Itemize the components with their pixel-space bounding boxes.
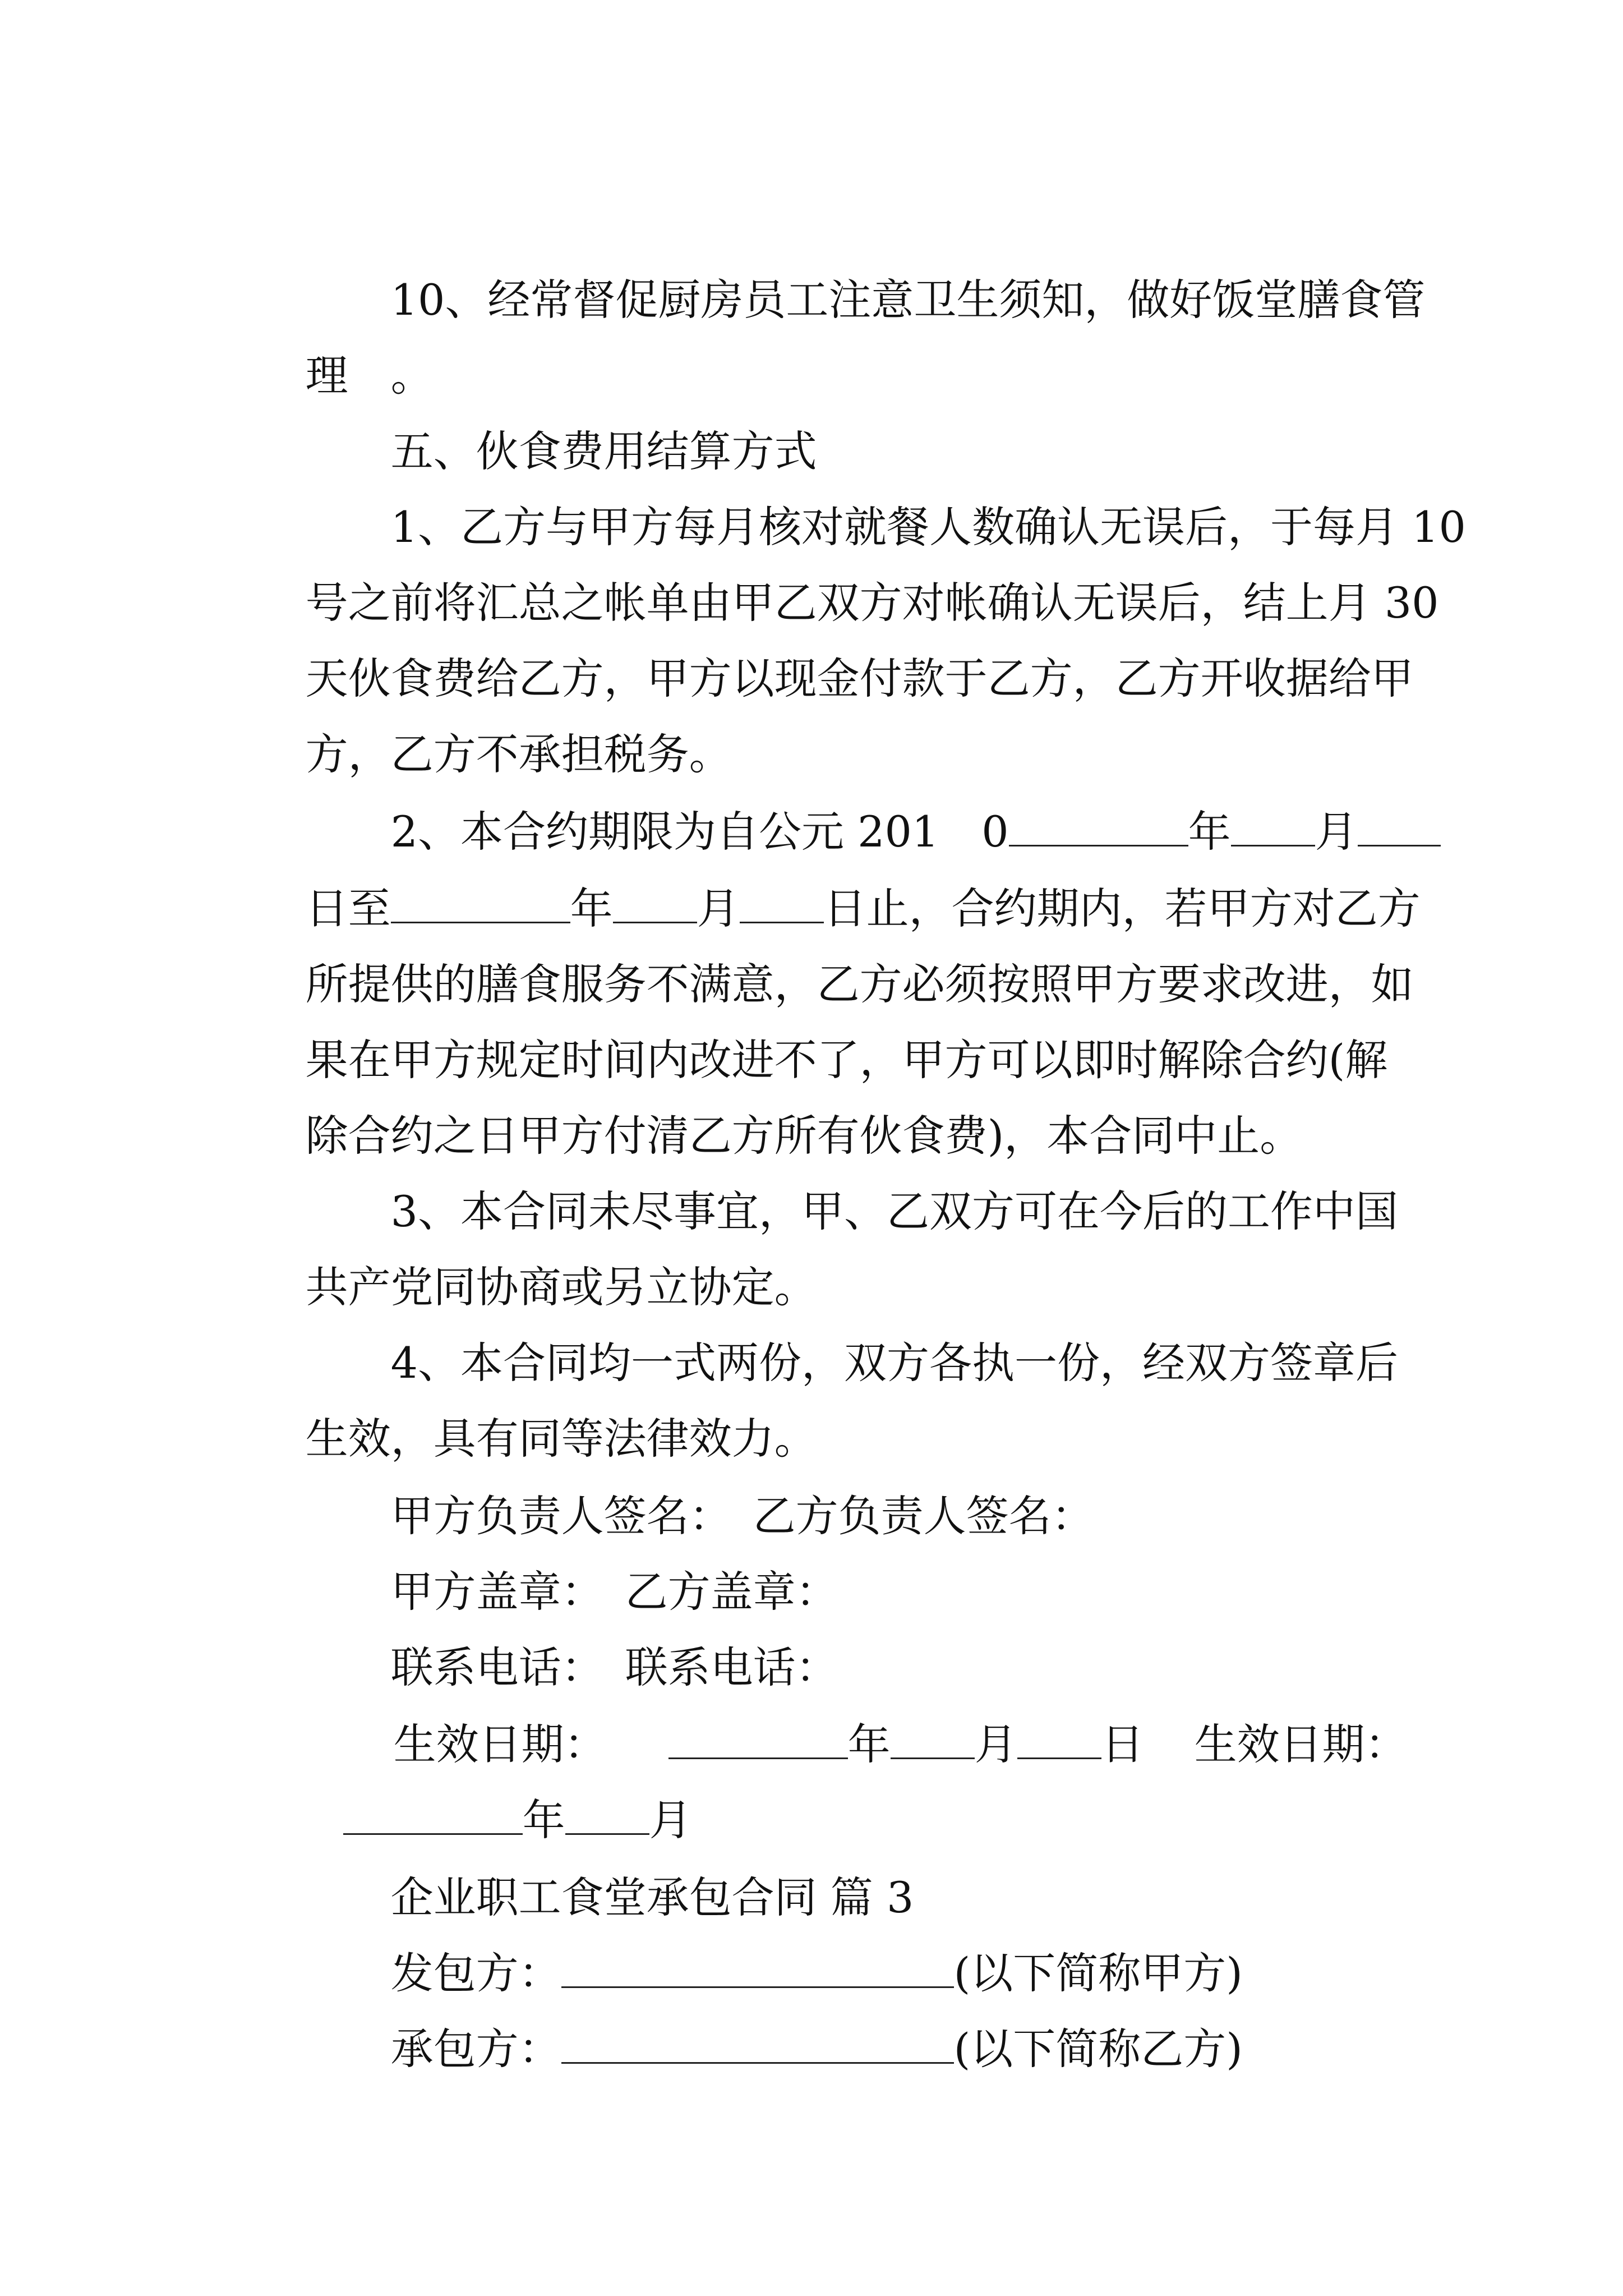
text-line-content: 理 。 xyxy=(305,351,434,401)
seal-line xyxy=(336,1508,838,1617)
text-line-content: 10、经常督促厨房员工注意卫生须知，做好饭堂膳食管 xyxy=(390,275,1426,325)
text-line xyxy=(336,443,1466,552)
text-line xyxy=(251,1355,817,1464)
text-line xyxy=(251,519,1439,628)
text-line-content: 2、本合约期限为自公元 201 0 xyxy=(390,807,1009,857)
text-line xyxy=(251,976,1388,1085)
month-label: 月 xyxy=(649,1795,692,1845)
text-line-content: 除合约之日甲方付清乙方所有伙食费)，本合同中止。 xyxy=(305,1111,1303,1161)
text-line-content: 1、乙方与甲方每月核对就餐人数确认无误后，于每月 10 xyxy=(390,502,1466,552)
text-line xyxy=(251,825,1421,933)
text-line xyxy=(251,670,732,779)
year-label: 年 xyxy=(1188,807,1231,857)
phone-label: 联系电话： 联系电话： xyxy=(390,1642,838,1692)
party-a-note: (以下简称甲方) xyxy=(953,1948,1243,1998)
party-b-line xyxy=(336,1965,1243,2074)
text-line-content: 号之前将汇总之帐单由甲乙双方对帐确认无误后，结上月 30 xyxy=(305,578,1439,628)
text-line xyxy=(251,292,434,401)
month-label: 月 xyxy=(697,884,740,933)
effective-date-line xyxy=(339,1660,1408,1769)
effective-date-label: 生效日期： xyxy=(1194,1719,1408,1769)
text-line xyxy=(251,595,1414,703)
text-line xyxy=(251,1203,817,1312)
text-line xyxy=(336,216,1426,325)
month-label: 月 xyxy=(1315,807,1358,857)
day-label: 日 xyxy=(1101,1719,1144,1769)
text-line xyxy=(336,1279,1398,1388)
contract-title xyxy=(336,1814,914,1922)
year-label: 年 xyxy=(847,1719,891,1769)
year-label: 年 xyxy=(522,1795,565,1845)
text-line xyxy=(336,1128,1398,1236)
text-line-content: 共产党同协商或另立协定。 xyxy=(305,1262,817,1312)
effective-date-label: 生效日期： xyxy=(393,1719,607,1769)
party-b-note: (以下简称乙方) xyxy=(953,2024,1243,2074)
blank-field xyxy=(1017,1718,1101,1759)
blank-field xyxy=(668,1718,848,1759)
seal-label: 甲方盖章： 乙方盖章： xyxy=(390,1567,838,1617)
phone-line xyxy=(336,1584,838,1692)
signature-label: 甲方负责人签名： 乙方负责人签名： xyxy=(390,1491,1094,1541)
effective-date-continuation xyxy=(289,1736,692,1845)
contract-title-text: 企业职工食堂承包合同 篇 3 xyxy=(390,1872,914,1922)
section-heading-text: 五、伙食费用结算方式 xyxy=(390,426,817,476)
text-line-content: 3、本合同未尽事宜，甲、乙双方可在今后的工作中国 xyxy=(390,1186,1398,1236)
text-line-content: 日至 xyxy=(305,884,391,933)
blank-field xyxy=(891,1718,975,1759)
text-line-content: 天伙食费给乙方，甲方以现金付款于乙方，乙方开收据给甲 xyxy=(305,654,1414,703)
text-line-content: 日止，合约期内，若甲方对乙方 xyxy=(823,884,1421,933)
party-a-label: 发包方： xyxy=(390,1948,561,1998)
party-b-label: 承包方： xyxy=(390,2024,561,2074)
year-label: 年 xyxy=(570,884,613,933)
text-line-content: 果在甲方规定时间内改进不了，甲方可以即时解除合约(解 xyxy=(305,1035,1388,1085)
text-line-content: 所提供的膳食服务不满意，乙方必须按照甲方要求改进，如 xyxy=(305,959,1414,1009)
text-line xyxy=(251,1052,1303,1161)
section-heading xyxy=(336,367,817,476)
month-label: 月 xyxy=(974,1719,1017,1769)
text-line xyxy=(336,748,1441,857)
text-line xyxy=(251,900,1414,1009)
blank-field xyxy=(561,2023,954,2064)
signature-line xyxy=(336,1432,1094,1541)
text-line-content: 生效，具有同等法律效力。 xyxy=(305,1414,817,1464)
text-line-content: 4、本合同均一式两份，双方各执一份，经双方签章后 xyxy=(390,1338,1398,1388)
party-a-line xyxy=(336,1889,1243,1998)
text-line-content: 方，乙方不承担税务。 xyxy=(305,729,732,779)
